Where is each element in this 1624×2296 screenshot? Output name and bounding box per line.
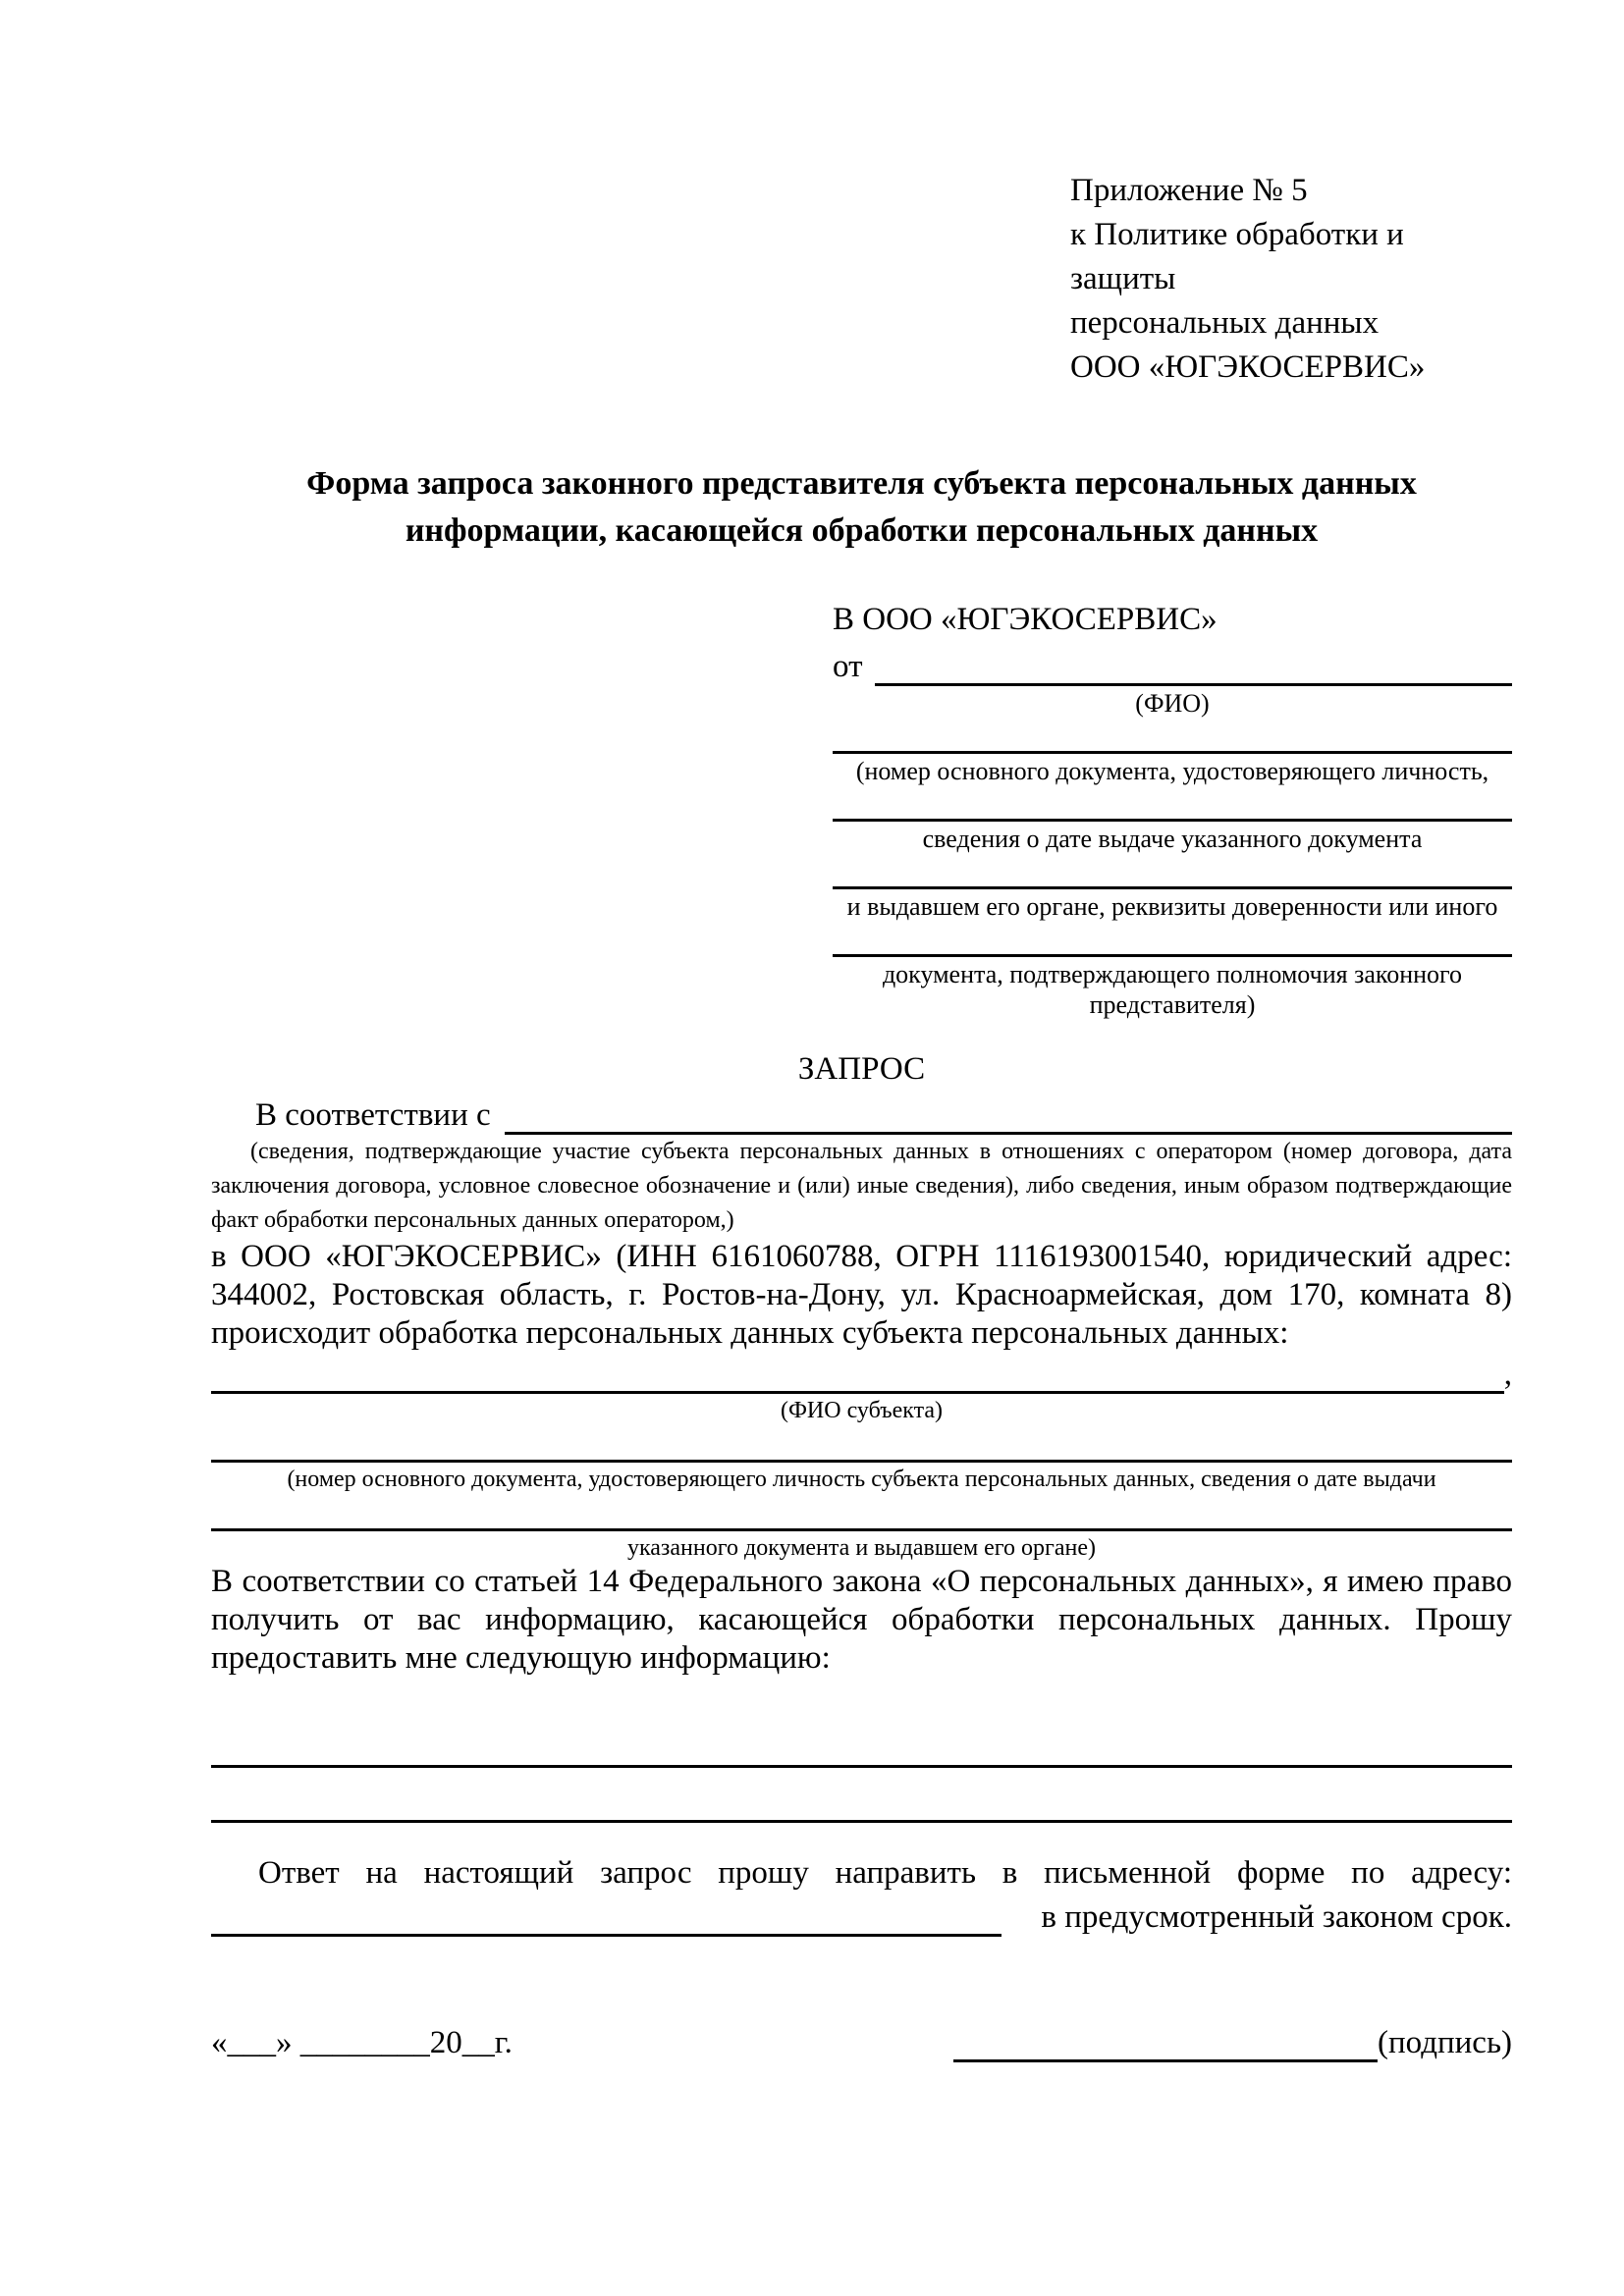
appendix-header-block — [1070, 169, 1512, 390]
info-fill-line-2 — [211, 1768, 1512, 1823]
reply-tail-text: в предусмотренный законом срок. — [1041, 1899, 1512, 1936]
document-title — [211, 460, 1512, 555]
reply-paragraph: Ответ на настоящий запрос прошу направить в письменной форме по адресу: — [258, 1855, 1512, 1891]
signature-caption: (подпись) — [1378, 2025, 1512, 2061]
subject-doc-authority-fill-line — [211, 1494, 1512, 1531]
accordance-row — [211, 1092, 1512, 1135]
policy-reference-line1: к Политике обработки и защиты — [1070, 217, 1404, 296]
policy-reference-line2: персональных данных — [1070, 305, 1380, 341]
subject-fio-row — [211, 1353, 1512, 1394]
appendix-number: Приложение № 5 — [1070, 173, 1308, 208]
subject-fio-fill-line — [211, 1391, 1504, 1394]
law-paragraph: В соответствии со статьей 14 Федерального закона «О персональных данных», я имею право получить от вас информацию, касающейся обработки персональных данных. Прошу предоставить мне следующую информацию: — [211, 1564, 1512, 1676]
signature-group — [953, 2024, 1512, 2062]
signature-fill-line — [953, 2059, 1378, 2062]
issuing-authority-caption: и выдавшем его органе, реквизиты доверенности или иного — [846, 892, 1498, 921]
from-field-row — [833, 642, 1512, 686]
date-signature-row — [211, 2017, 1512, 2062]
from-fill-line — [875, 683, 1513, 686]
doc-number-caption: (номер основного документа, удостоверяющего личность, — [855, 757, 1489, 785]
issue-date-caption: сведения о дате выдаче указанного документа — [922, 825, 1423, 853]
attorney-doc-caption: документа, подтверждающего полномочия законного представителя) — [882, 960, 1463, 1019]
request-heading: ЗАПРОС — [797, 1051, 926, 1087]
subject-doc-caption2: указанного документа и выдавшем его органе) — [626, 1535, 1097, 1561]
date-fill-text: «___» ________20__г. — [211, 2025, 513, 2061]
attorney-doc-fill-line — [833, 922, 1512, 957]
reply-address-fill-line — [211, 1934, 1001, 1937]
info-fill-line-1 — [211, 1723, 1512, 1768]
operator-paragraph: в ООО «ЮГЭКОСЕРВИС» (ИНН 6161060788, ОГРН 1116193001540, юридический адрес: 344002, Ростовская область, г. Ростов-на-Дону, ул. Красноармейская, дом 170, комната 8) происходит обработка персональных данных субъекта персональных данных: — [211, 1239, 1512, 1351]
subject-fio-caption: (ФИО субъекта) — [780, 1398, 944, 1423]
document-title-line1: Форма запроса законного представителя субъекта персональных данных — [306, 465, 1417, 502]
trailing-comma: , — [1503, 1357, 1512, 1393]
subject-doc-caption1: (номер основного документа, удостоверяющего личность субъекта персональных данных, сведения о дате выдачи — [287, 1467, 1436, 1492]
addressee-org: В ООО «ЮГЭКОСЕРВИС» — [833, 602, 1218, 637]
accordance-label: В соответствии с — [255, 1097, 491, 1134]
fine-print-note: (сведения, подтверждающие участие субъекта персональных данных в отношениях с оператором (номер договора, дата заключения договора, условное словесное обозначение и (или) иные сведения), либо сведения, иным образом подтверждающие факт обработки персональных данных оператором,) — [211, 1139, 1512, 1233]
fio-caption: (ФИО) — [1135, 689, 1210, 718]
issuing-authority-fill-line — [833, 854, 1512, 889]
addressee-block — [833, 598, 1512, 1020]
subject-doc-fill-line — [211, 1425, 1512, 1463]
doc-number-fill-line — [833, 719, 1512, 754]
reply-address-row — [211, 1894, 1512, 1937]
from-label: от — [833, 649, 863, 685]
document-title-line2: информации, касающейся обработки персональных данных — [405, 512, 1319, 549]
company-name: ООО «ЮГЭКОСЕРВИС» — [1070, 349, 1426, 385]
issue-date-fill-line — [833, 786, 1512, 822]
